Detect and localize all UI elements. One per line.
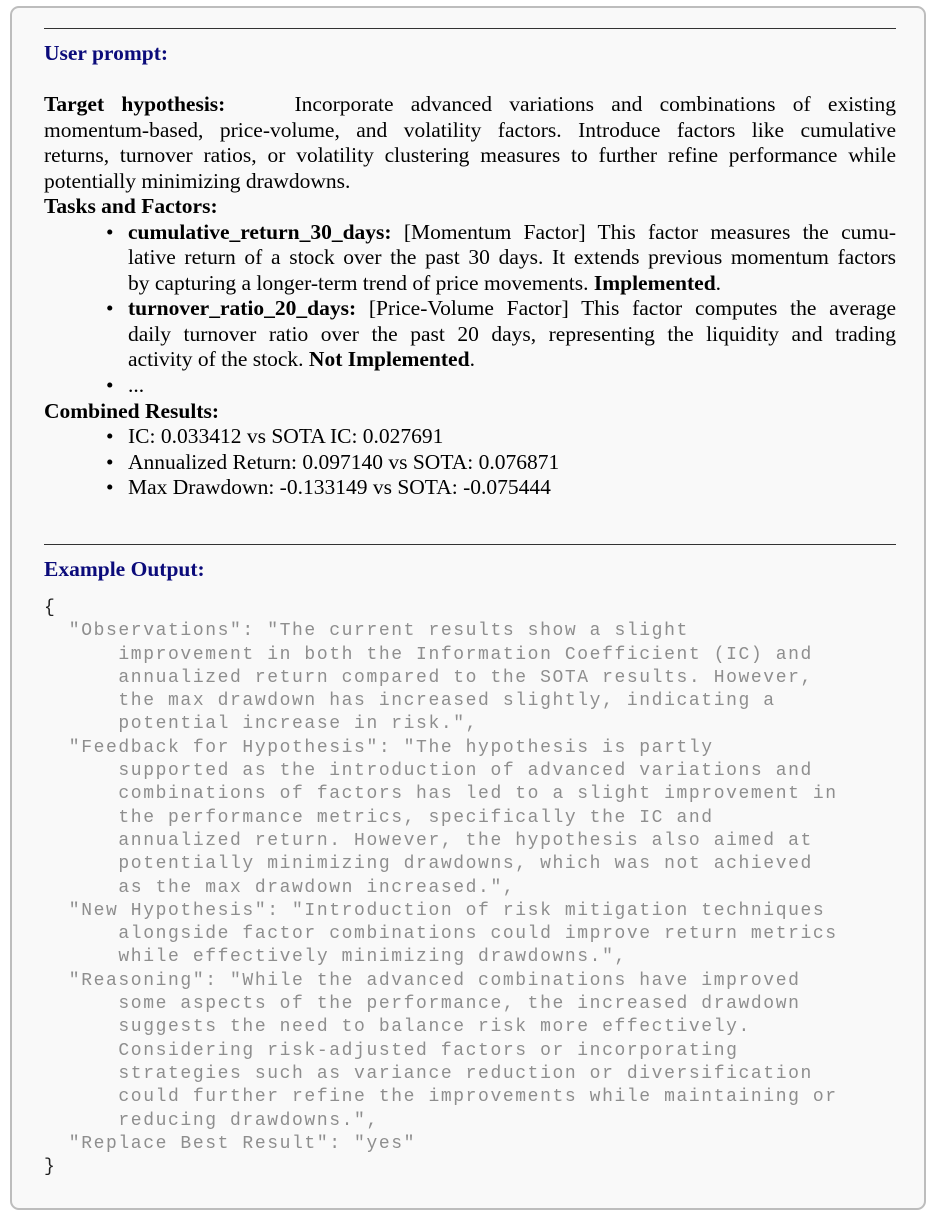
result-text: IC: 0.033412 vs SOTA IC: 0.027691 [128, 424, 444, 448]
bullet-icon: • [106, 449, 114, 474]
hypothesis-line-2: momentum-based, price-volume, and volatility factors. Introduce factors like cumulative [44, 117, 896, 142]
json-line: "Observations": "The current results show a slight [44, 621, 689, 642]
json-line: "Replace Best Result": "yes" [44, 1133, 417, 1154]
hypothesis-line-1 [44, 92, 896, 118]
tasks-list [106, 220, 896, 399]
json-line: as the max drawdown increased.", [44, 877, 516, 898]
task-text: activity of the stock. [128, 347, 304, 371]
task-ellipsis: ... [128, 372, 145, 397]
json-line: alongside factor combinations could improve return metrics [44, 924, 838, 945]
task-item [106, 296, 896, 373]
task-item [106, 373, 896, 399]
tasks-heading: Tasks and Factors: [44, 194, 218, 218]
json-line: potentially minimizing drawdowns, which was not achieved [44, 854, 813, 875]
result-text: Annualized Return: 0.097140 vs SOTA: 0.076871 [128, 449, 560, 474]
results-list [106, 424, 896, 501]
bullet-icon: • [106, 475, 114, 499]
results-heading: Combined Results: [44, 398, 220, 423]
json-line: annualized return. However, the hypothesis also aimed at [44, 830, 813, 851]
json-line: "New Hypothesis": "Introduction of risk mitigation techniques [44, 900, 826, 921]
json-line: combinations of factors has led to a slight improvement in [44, 784, 838, 805]
top-divider [44, 28, 896, 29]
json-line: strategies such as variance reduction or diversification [44, 1063, 813, 1084]
json-line: supported as the introduction of advanced variations and [44, 761, 813, 782]
close-brace: } [44, 1157, 57, 1178]
bullet-icon: • [106, 372, 114, 397]
task-text: by capturing a longer-term trend of price movements. [128, 270, 589, 295]
open-brace: { [44, 598, 57, 618]
json-lines [44, 620, 904, 1156]
task-name: turnover_ratio_20_days: [128, 296, 357, 320]
json-output [44, 597, 904, 1179]
bullet-icon: • [106, 296, 114, 320]
hypothesis-line-4: potentially minimizing drawdowns. [44, 168, 351, 193]
json-line: reducing drawdowns.", [44, 1110, 379, 1131]
hypothesis-line-3: returns, turnover ratios, or volatility clustering measures to further refine performance while [44, 143, 896, 167]
json-line: some aspects of the performance, the increased drawdown [44, 994, 801, 1015]
task-name: cumulative_return_30_days: [128, 219, 392, 244]
hypothesis-text-1: Incorporate advanced variations and combinations of existing [294, 92, 896, 116]
json-line: "Feedback for Hypothesis": "The hypothesis is partly [44, 737, 714, 758]
task-text: [Momentum Factor] This factor measures the cumu- [403, 219, 896, 244]
task-line [128, 220, 896, 246]
json-line: potential increase in risk.", [44, 714, 479, 735]
task-line: activity of the stock. Not Implemented. [128, 347, 475, 371]
result-item [106, 450, 896, 476]
result-text: Max Drawdown: -0.133149 vs SOTA: -0.075444 [128, 475, 551, 499]
result-item [106, 475, 896, 501]
json-line: "Reasoning": "While the advanced combinations have improved [44, 970, 801, 991]
example-output-heading: Example Output: [44, 557, 205, 581]
json-line: suggests the need to balance risk more effectively. [44, 1017, 751, 1038]
bullet-icon: • [106, 219, 114, 244]
task-item [106, 220, 896, 297]
json-line: the max drawdown has increased slightly, indicating a [44, 691, 776, 712]
json-line: could further refine the improvements while maintaining or [44, 1087, 838, 1108]
bullet-icon: • [106, 424, 114, 448]
task-line: daily turnover ratio over the past 20 days, representing the liquidity and trading [128, 321, 896, 346]
task-status: Implemented [593, 270, 716, 295]
result-item [106, 424, 896, 450]
json-line: the performance metrics, specifically the IC and [44, 807, 714, 828]
middle-divider [44, 544, 896, 545]
hypothesis-label: Target hypothesis: [44, 92, 226, 116]
json-line: while effectively minimizing drawdowns.", [44, 947, 627, 968]
json-line: improvement in both the Information Coefficient (IC) and [44, 644, 813, 665]
task-text: [Price-Volume Factor] This factor computes the average [368, 296, 896, 320]
task-line: lative return of a stock over the past 30 days. It extends previous momentum factors [128, 245, 896, 269]
task-line [128, 296, 896, 322]
json-line: Considering risk-adjusted factors or incorporating [44, 1040, 739, 1061]
task-status: Not Implemented [308, 347, 470, 371]
user-prompt-heading: User prompt: [44, 41, 169, 65]
json-line: annualized return compared to the SOTA results. However, [44, 667, 813, 688]
task-line: by capturing a longer-term trend of price movements. Implemented. [128, 270, 722, 295]
